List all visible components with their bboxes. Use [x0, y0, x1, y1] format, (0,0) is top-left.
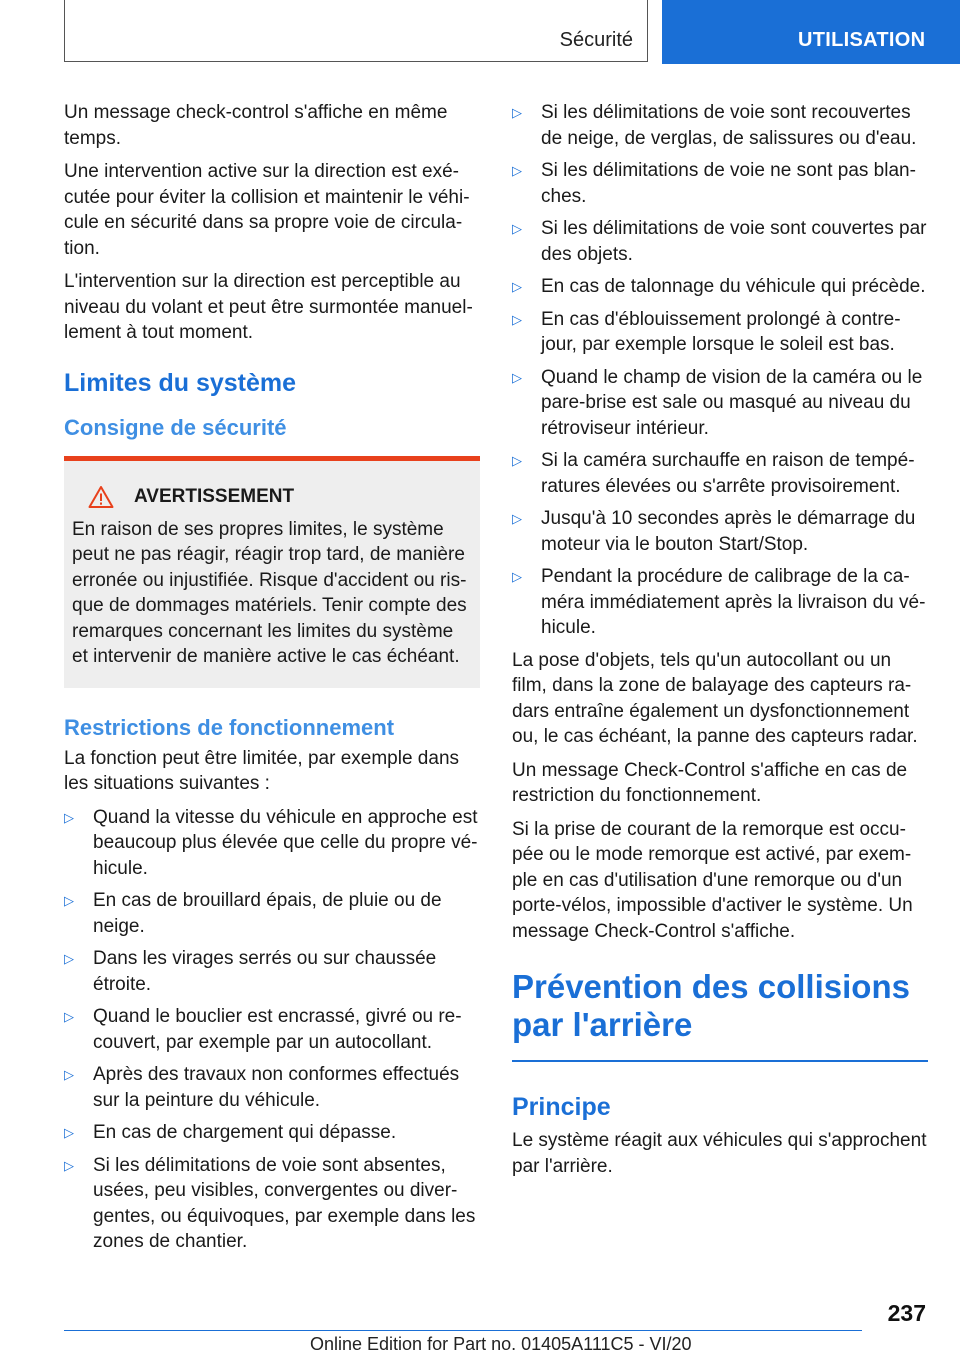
- paragraph: Si la prise de courant de la remorque est occupée ou le mode remorque est activé, par exemple en cas d'utilisation d'une remorque ou d'un porte-vélos, impossible d'activer le système. Un message Check-Control s'affiche.: [512, 818, 913, 942]
- triangle-bullet-icon: ▷: [512, 512, 522, 527]
- list-item: [512, 100, 928, 151]
- header-chapter-title: UTILISATION: [798, 29, 926, 51]
- triangle-bullet-icon: ▷: [64, 894, 74, 909]
- list-item: [64, 888, 480, 939]
- list-item: [64, 1153, 480, 1255]
- list-item-text: En cas de brouillard épais, de pluie ou de neige.: [93, 890, 442, 937]
- list-item: [64, 1062, 480, 1113]
- list-item-text: Si les délimitations de voie sont couvertes par des objets.: [541, 218, 927, 265]
- paragraph: L'intervention sur la direction est perceptible au niveau du volant et peut être surmontée manuellement à tout moment.: [64, 271, 473, 343]
- list-item-text: Dans les virages serrés ou sur chaussée étroite.: [93, 948, 437, 995]
- triangle-bullet-icon: ▷: [64, 952, 74, 967]
- list-item: [512, 506, 928, 557]
- warning-header: [88, 483, 472, 511]
- triangle-bullet-icon: ▷: [512, 370, 522, 386]
- header-section-title: Sécurité: [559, 29, 633, 51]
- header-section-box: [64, 0, 648, 62]
- footer-edition: Online Edition for Part no. 01405A111C5 - VI/20: [310, 1334, 692, 1354]
- list-item-text: Quand la vitesse du véhicule en approche est beaucoup plus élevée que celle du propre véhicule.: [93, 806, 478, 879]
- restrictions-list-continued: [512, 100, 928, 641]
- triangle-bullet-icon: ▷: [64, 1158, 74, 1174]
- heading-principle: Principe: [512, 1093, 611, 1121]
- warning-box: [64, 456, 480, 688]
- list-item-text: Après des travaux non conformes effectués sur la peinture du véhicule.: [93, 1064, 460, 1111]
- triangle-bullet-icon: ▷: [512, 454, 522, 469]
- paragraph: Un message Check-Control s'affiche en cas de restriction du fonctionnement.: [512, 759, 908, 806]
- list-item-text: Jusqu'à 10 secondes après le démarrage du moteur via le bouton Start/Stop.: [541, 508, 916, 555]
- list-item: [512, 307, 928, 358]
- right-column: [512, 100, 928, 1187]
- triangle-bullet-icon: ▷: [64, 810, 74, 826]
- left-column: [64, 100, 480, 1262]
- list-item: [512, 365, 928, 442]
- warning-text: En raison de ses propres limites, le système peut ne pas réagir, réagir trop tard, de manière erronée ou injustifiée. Risque d'accident ou risque de dommages matériels. Tenir compte des remarques concernant les limites du système et intervenir de manière active le cas échéant.: [72, 518, 467, 667]
- list-item: [512, 448, 928, 499]
- triangle-bullet-icon: ▷: [512, 570, 522, 585]
- list-item: [64, 805, 480, 882]
- page-number: 237: [887, 1300, 926, 1326]
- paragraph: Un message check-control s'affiche en même temps.: [64, 102, 448, 149]
- heading-safety: Consigne de sécurité: [64, 414, 287, 440]
- list-item-text: En cas d'éblouissement prolongé à contre-jour, par exemple lorsque le soleil est bas.: [541, 308, 901, 355]
- triangle-bullet-icon: ▷: [512, 164, 522, 179]
- list-item: [512, 158, 928, 209]
- triangle-bullet-icon: ▷: [512, 312, 522, 328]
- list-item-text: Si les délimitations de voie sont absentes, usées, peu visibles, convergentes ou divergentes, ou équivoques, par exemple dans les zones de chantier.: [93, 1154, 476, 1252]
- list-item: [512, 564, 928, 641]
- triangle-bullet-icon: ▷: [64, 1010, 74, 1025]
- list-item: [512, 216, 928, 267]
- list-item-text: En cas de talonnage du véhicule qui précède.: [541, 276, 926, 297]
- list-item-text: Si les délimitations de voie ne sont pas blanches.: [541, 160, 916, 207]
- paragraph: La pose d'objets, tels qu'un autocollant ou un film, dans la zone de balayage des capteurs radars entraîne également un dysfonctionnement ou, le cas échéant, la panne des capteurs radar.: [512, 649, 918, 747]
- list-item: [512, 274, 928, 300]
- list-item-text: Pendant la procédure de calibrage de la caméra immédiatement après la livraison du véhicule.: [541, 566, 926, 638]
- restrictions-intro: La fonction peut être limitée, par exemple dans les situations suivantes :: [64, 747, 460, 794]
- list-item-text: Si les délimitations de voie sont recouvertes de neige, de verglas, de salissures ou d'eau.: [541, 102, 917, 149]
- heading-restrictions: Restrictions de fonctionnement: [64, 714, 395, 740]
- list-item-text: Si la caméra surchauffe en raison de températures élevées ou s'arrête provisoirement.: [541, 450, 915, 497]
- footer-divider: [64, 1330, 862, 1331]
- warning-title: AVERTISSEMENT: [134, 485, 295, 507]
- heading-rear-collision: Prévention des collisions par l'arrière: [512, 968, 910, 1043]
- heading-divider: [512, 1060, 928, 1062]
- heading-limits: Limites du système: [64, 368, 297, 397]
- list-item: [64, 1120, 480, 1146]
- header-chapter-tab: [662, 0, 960, 64]
- principle-text: Le système réagit aux véhicules qui s'approchent par l'arrière.: [512, 1130, 927, 1177]
- triangle-bullet-icon: ▷: [64, 1068, 74, 1083]
- list-item-text: Quand le champ de vision de la caméra ou le pare-brise est sale ou masqué au niveau du rétroviseur intérieur.: [541, 366, 923, 439]
- list-item-text: En cas de chargement qui dépasse.: [93, 1122, 397, 1143]
- list-item: [64, 946, 480, 997]
- triangle-bullet-icon: ▷: [512, 106, 522, 121]
- triangle-bullet-icon: ▷: [512, 222, 522, 237]
- triangle-bullet-icon: ▷: [512, 280, 522, 295]
- triangle-bullet-icon: ▷: [64, 1126, 74, 1141]
- paragraph: Une intervention active sur la direction est exécutée pour éviter la collision et maintenir le véhicule en sécurité dans sa propre voie de circulation.: [64, 161, 470, 259]
- list-item: [64, 1004, 480, 1055]
- warning-triangle-icon: [88, 485, 114, 509]
- restrictions-list: [64, 805, 480, 1255]
- list-item-text: Quand le bouclier est encrassé, givré ou recouvert, par exemple par un autocollant.: [93, 1006, 462, 1053]
